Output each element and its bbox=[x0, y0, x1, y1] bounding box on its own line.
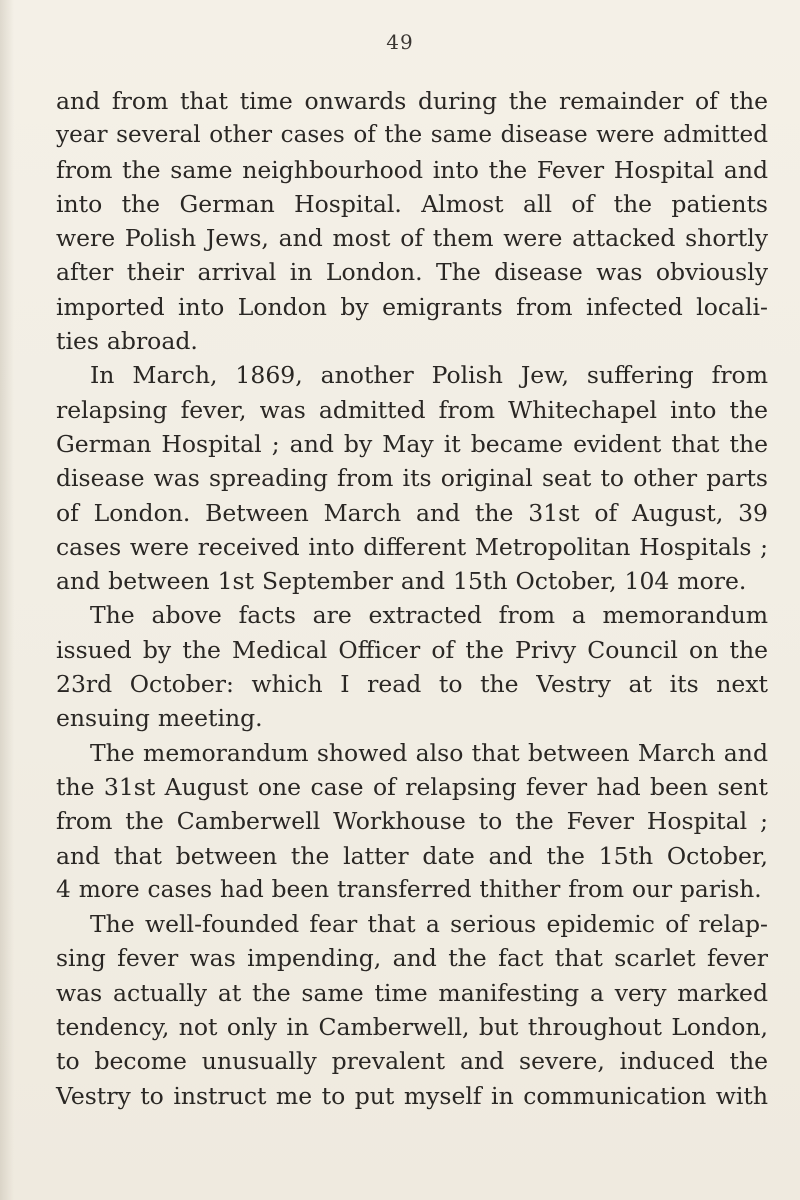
text-line: were Polish Jews, and most of them were attacked shortly bbox=[56, 224, 768, 253]
paragraph-5 bbox=[56, 907, 768, 1113]
text-line: ensuing meeting. bbox=[56, 704, 263, 733]
text-line: The well-founded fear that a serious epidemic of relap- bbox=[90, 910, 768, 939]
page-number: 49 bbox=[386, 30, 414, 54]
paragraph-2 bbox=[56, 358, 768, 598]
text-line: after their arrival in London. The disease was obviously bbox=[56, 258, 768, 287]
paragraph-4 bbox=[56, 736, 768, 907]
paragraph-1 bbox=[56, 84, 768, 358]
text-line: and that between the latter date and the 15th October, bbox=[56, 841, 768, 870]
text-line: issued by the Medical Officer of the Privy Council on the bbox=[56, 635, 768, 664]
text-line: from the Camberwell Workhouse to the Fever Hospital ; bbox=[56, 807, 768, 836]
text-line: and between 1st September and 15th October, 104 more. bbox=[56, 567, 747, 596]
text-line: cases were received into different Metropolitan Hospitals ; bbox=[56, 532, 768, 561]
text-line: tendency, not only in Camberwell, but throughout London, bbox=[56, 1013, 768, 1042]
text-line: the 31st August one case of relapsing fever had been sent bbox=[56, 772, 768, 801]
text-line: into the German Hospital. Almost all of the patients bbox=[56, 189, 768, 218]
text-line: The above facts are extracted from a memorandum bbox=[90, 601, 768, 630]
text-line: was actually at the same time manifesting a very marked bbox=[56, 978, 768, 1007]
text-line: to become unusually prevalent and severe, induced the bbox=[56, 1047, 768, 1076]
text-line: relapsing fever, was admitted from Whitechapel into the bbox=[56, 395, 768, 424]
text-line: disease was spreading from its original seat to other parts bbox=[56, 464, 768, 493]
text-line: imported into London by emigrants from infected locali- bbox=[56, 292, 768, 321]
text-line: year several other cases of the same disease were admitted bbox=[56, 122, 768, 149]
body-text bbox=[56, 84, 768, 1113]
text-line: from the same neighbourhood into the Fever Hospital and bbox=[56, 155, 768, 184]
text-line: Vestry to instruct me to put myself in communication with bbox=[56, 1081, 768, 1110]
text-line: ties abroad. bbox=[56, 327, 198, 356]
text-line: sing fever was impending, and the fact that scarlet fever bbox=[56, 944, 768, 973]
text-line: 4 more cases had been transferred thither from our parish. bbox=[56, 875, 762, 903]
page-edge-shadow bbox=[0, 0, 14, 1200]
text-line: of London. Between March and the 31st of August, 39 bbox=[56, 498, 768, 527]
text-line: In March, 1869, another Polish Jew, suffering from bbox=[90, 361, 768, 390]
text-line: and from that time onwards during the remainder of the bbox=[56, 87, 768, 115]
text-line: 23rd October: which I read to the Vestry at its next bbox=[56, 670, 768, 699]
text-line: German Hospital ; and by May it became evident that the bbox=[56, 429, 768, 458]
paragraph-3 bbox=[56, 598, 768, 735]
text-line: The memorandum showed also that between March and bbox=[90, 738, 768, 767]
